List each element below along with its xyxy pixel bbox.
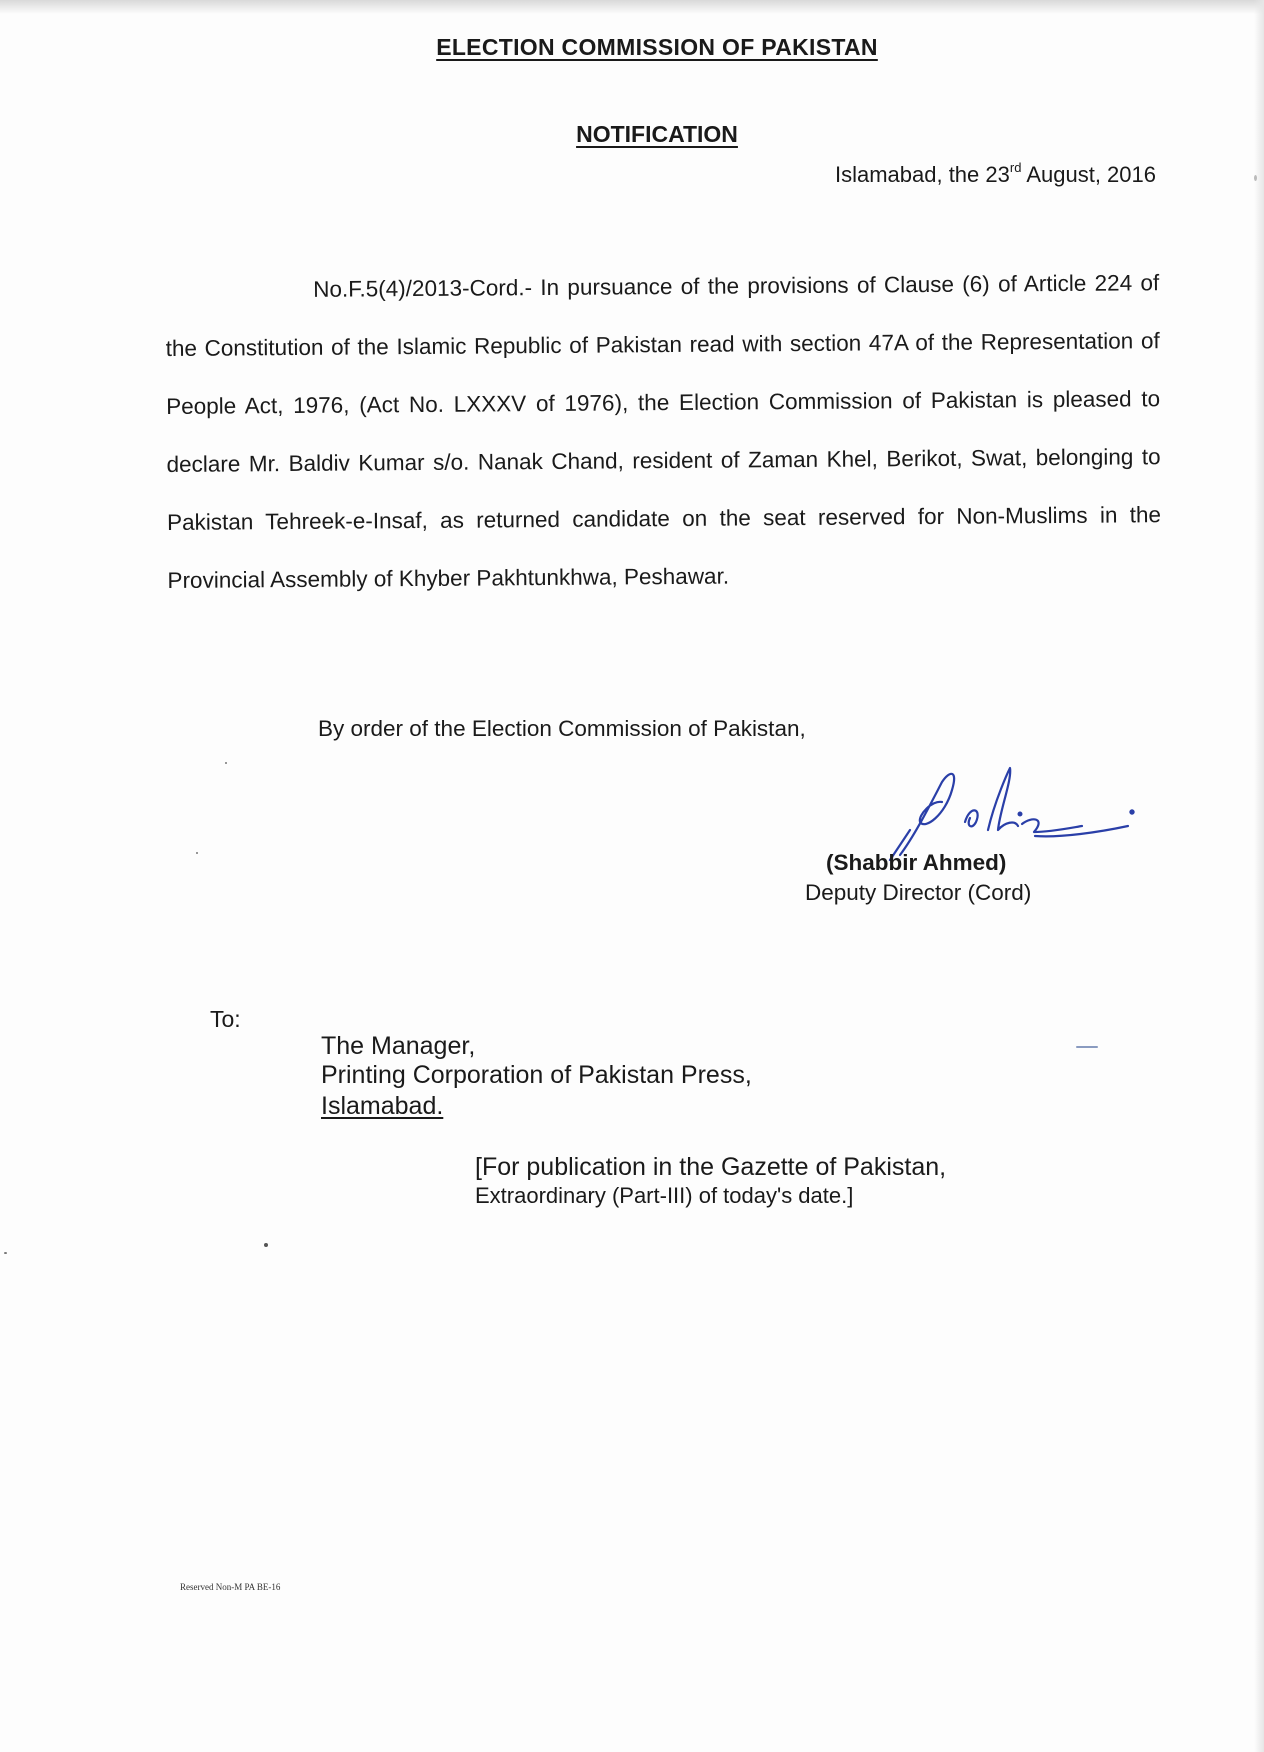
publication-note-line-1: [For publication in the Gazette of Pakistan,: [475, 1153, 947, 1181]
notification-heading-text: NOTIFICATION: [576, 121, 738, 147]
dateline-prefix: Islamabad, the 23: [834, 162, 1010, 187]
notification-heading: [0, 121, 1264, 148]
dateline: [835, 160, 1156, 188]
recipient-city: Islamabad.: [321, 1092, 444, 1120]
scan-speck: [4, 1252, 7, 1254]
notification-body: No.F.5(4)/2013-Cord.- In pursuance of the provisions of Clause (6) of Article 224 of the Constitution of the Islamic Republic of Pakistan read with section 47A of the Representation of People Act, 1976, (Act No. LXXXV of 1976), the Election Commission of Pakistan is pleased to declare Mr. Baldiv Kumar s/o. Nanak Chand, resident of Zaman Khel, Berikot, Swat, belonging to Pakistan Tehreek-e-Insaf, as returned candidate on the seat reserved for Non-Muslims in the Provincial Assembly of Khyber Pakhtunkhwa, Peshawar.: [165, 270, 1162, 593]
scan-speck: [1076, 1046, 1098, 1048]
footer-reference: Reserved Non-M PA BE-16: [180, 1582, 281, 1592]
scan-shadow-top: [0, 0, 1264, 14]
dateline-ordinal: rd: [1009, 160, 1022, 175]
recipient-line-2: Printing Corporation of Pakistan Press,: [321, 1061, 752, 1089]
publication-note-line-2: Extraordinary (Part-III) of today's date.]: [475, 1183, 854, 1208]
commission-heading: [0, 34, 1264, 61]
scan-shadow-right: [1254, 0, 1264, 1752]
signatory-designation: Deputy Director (Cord): [805, 880, 1032, 905]
recipient-line-1: The Manager,: [321, 1032, 476, 1060]
scan-speck: [1254, 175, 1257, 181]
recipient-line-3: [321, 1092, 443, 1121]
scan-speck: [225, 762, 227, 764]
scan-speck: [264, 1243, 268, 1247]
by-order-line: By order of the Election Commission of Pakistan,: [318, 716, 806, 741]
signatory-name: (Shabbir Ahmed): [826, 850, 1007, 875]
dateline-rest: August, 2016: [1021, 162, 1156, 187]
commission-heading-text: ELECTION COMMISSION OF PAKISTAN: [436, 34, 878, 60]
scan-speck: [196, 852, 198, 854]
to-label: To:: [210, 1006, 241, 1032]
